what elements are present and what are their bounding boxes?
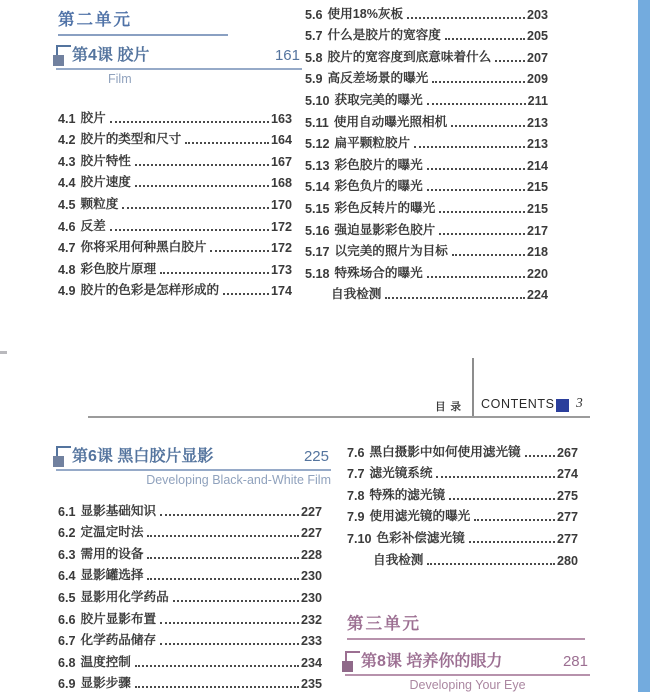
dot-leader — [427, 168, 525, 170]
dot-leader — [427, 276, 525, 278]
lesson6-toc-list — [58, 497, 322, 691]
lesson-square-bullet-icon — [53, 55, 64, 66]
toc-entry-page: 233 — [300, 634, 322, 649]
toc-entry-number: 5.12 — [305, 137, 330, 152]
toc-entry-number: 6.5 — [58, 590, 76, 605]
toc-entry-page: 228 — [300, 547, 322, 562]
toc-entry-page: 277 — [556, 531, 578, 546]
toc-entry — [305, 130, 548, 152]
toc-entry-number: 4.9 — [58, 284, 76, 299]
toc-entry-title: 反差 — [80, 218, 106, 233]
toc-entry-title: 你将采用何种黑白胶片 — [80, 240, 207, 255]
toc-entry-number: 4.2 — [58, 133, 76, 148]
toc-entry-page: 214 — [526, 158, 548, 173]
toc-entry-number: 6.7 — [58, 634, 76, 649]
dot-leader — [173, 600, 299, 602]
dot-leader — [439, 233, 525, 235]
lesson6-title: 第6课 黑白胶片显影 — [72, 448, 214, 465]
toc-entry — [58, 583, 322, 605]
dot-leader — [110, 121, 269, 123]
toc-entry-title: 彩色胶片的曝光 — [334, 157, 423, 172]
toc-entry-page: 213 — [526, 115, 548, 130]
toc-entry — [58, 190, 292, 212]
dot-leader — [185, 142, 269, 144]
lesson4-subtitle: Film — [108, 72, 132, 86]
toc-entry — [305, 216, 548, 238]
toc-entry-title: 高反差场景的曝光 — [327, 71, 429, 86]
dot-leader — [474, 519, 555, 521]
toc-entry-number: 7.10 — [347, 531, 372, 546]
toc-entry-title: 需用的设备 — [80, 546, 144, 561]
dot-leader — [135, 164, 269, 166]
toc-entry — [58, 648, 322, 670]
toc-entry — [347, 481, 578, 503]
toc-entry-page: 164 — [270, 133, 292, 148]
dot-leader — [160, 514, 299, 516]
toc-entry — [58, 670, 322, 692]
toc-entry-page: 172 — [270, 219, 292, 234]
lesson7-toc-list — [347, 438, 578, 568]
toc-entry-title: 什么是胶片的宽容度 — [327, 28, 441, 43]
toc-entry — [305, 238, 548, 260]
toc-entry-number: 6.8 — [58, 655, 76, 670]
toc-entry — [347, 503, 578, 525]
toc-entry-page: 220 — [526, 266, 548, 281]
lesson4-title-row — [56, 42, 302, 70]
toc-entry-number: 5.7 — [305, 29, 323, 44]
dot-leader — [160, 622, 299, 624]
dot-leader — [135, 686, 299, 688]
lesson4-toc-list — [58, 104, 292, 298]
toc-entry-page: 209 — [526, 72, 548, 87]
toc-entry-number: 5.10 — [305, 93, 330, 108]
toc-entry — [58, 169, 292, 191]
toc-entry-page: 167 — [270, 154, 292, 169]
toc-entry-title: 获取完美的曝光 — [334, 92, 423, 107]
toc-entry-page: 217 — [526, 223, 548, 238]
toc-entry-title: 特殊的滤光镜 — [369, 487, 446, 502]
toc-entry-page: 215 — [526, 201, 548, 216]
toc-entry-title: 色彩补偿滤光镜 — [376, 530, 465, 545]
toc-entry-page: 174 — [270, 284, 292, 299]
toc-entry-title: 强迫显影彩色胶片 — [334, 222, 436, 237]
toc-entry-title: 化学药品储存 — [80, 633, 157, 648]
toc-entry-page: 205 — [526, 29, 548, 44]
toc-entry-page: 227 — [300, 526, 322, 541]
unit2-title: 第二单元 — [58, 11, 132, 29]
toc-entry-number: 5.13 — [305, 158, 330, 173]
toc-entry — [58, 147, 292, 169]
contents-divider-line — [472, 358, 474, 416]
toc-entry-page: 173 — [270, 262, 292, 277]
toc-entry-page: 224 — [526, 288, 548, 303]
dot-leader — [432, 81, 525, 83]
dot-leader — [414, 146, 525, 148]
toc-entry-title: 以完美的照片为目标 — [334, 244, 448, 259]
dot-leader — [525, 455, 555, 457]
toc-entry — [347, 524, 578, 546]
toc-entry-page: 235 — [300, 677, 322, 692]
unit3-title: 第三单元 — [347, 615, 421, 633]
dot-leader — [451, 125, 525, 127]
toc-entry-page: 227 — [300, 504, 322, 519]
lesson8-subtitle: Developing Your Eye — [409, 678, 526, 692]
toc-entry — [347, 460, 578, 482]
toc-entry-number: 5.14 — [305, 180, 330, 195]
dot-leader — [147, 535, 299, 537]
lesson-square-bullet-icon — [342, 661, 353, 672]
dot-leader — [427, 103, 526, 105]
contents-header-rule — [88, 416, 590, 418]
toc-entry — [58, 519, 322, 541]
toc-entry-number: 4.5 — [58, 197, 76, 212]
toc-entry-number: 7.6 — [347, 445, 365, 460]
dot-leader — [469, 541, 555, 543]
lesson6-subtitle: Developing Black-and-White Film — [146, 473, 331, 487]
lesson8-header — [345, 648, 590, 692]
toc-entry-title: 显影基础知识 — [80, 503, 157, 518]
toc-entry-page: 215 — [526, 180, 548, 195]
toc-entry-page: 232 — [300, 612, 322, 627]
toc-entry — [305, 65, 548, 87]
lesson4-page-number: 161 — [274, 47, 300, 64]
toc-entry — [305, 194, 548, 216]
toc-entry-title: 胶片特性 — [80, 153, 131, 168]
toc-entry-title: 使用自动曝光照相机 — [333, 114, 448, 129]
dot-leader — [452, 254, 525, 256]
toc-entry-page: 207 — [526, 50, 548, 65]
toc-entry-page: 218 — [526, 245, 548, 260]
dot-leader — [449, 498, 555, 500]
toc-entry-number: 4.1 — [58, 111, 76, 126]
toc-entry — [58, 212, 292, 234]
toc-entry-title: 胶片 — [80, 110, 106, 125]
toc-entry — [305, 151, 548, 173]
toc-entry-title: 显影用化学药品 — [80, 589, 169, 604]
toc-entry-number: 6.1 — [58, 504, 76, 519]
toc-entry-title: 自我检测 — [331, 287, 382, 302]
toc-entry — [58, 497, 322, 519]
toc-entry-title: 彩色胶片原理 — [80, 261, 157, 276]
toc-entry-number: 6.3 — [58, 547, 76, 562]
dot-leader — [445, 38, 525, 40]
toc-entry — [58, 562, 322, 584]
toc-entry-number: 7.7 — [347, 467, 365, 482]
toc-entry — [58, 540, 322, 562]
toc-entry — [305, 0, 548, 22]
toc-entry-number: 4.4 — [58, 176, 76, 191]
toc-entry-title: 胶片的类型和尺寸 — [80, 132, 182, 147]
lesson4-header — [56, 42, 302, 86]
toc-entry-title: 扁平颗粒胶片 — [334, 136, 411, 151]
dot-leader — [135, 185, 269, 187]
toc-entry-title: 彩色反转片的曝光 — [334, 200, 436, 215]
dot-leader — [160, 272, 269, 274]
dot-leader — [210, 250, 269, 252]
dot-leader — [122, 207, 269, 209]
toc-entry-title: 胶片速度 — [80, 175, 131, 190]
toc-entry-number: 5.8 — [305, 50, 323, 65]
dot-leader — [427, 189, 525, 191]
toc-entry-number: 6.4 — [58, 569, 76, 584]
lesson-square-bullet-icon — [53, 456, 64, 467]
toc-entry-number: 5.6 — [305, 7, 323, 22]
toc-entry — [305, 43, 548, 65]
toc-entry-number: 6.9 — [58, 677, 76, 692]
toc-entry-page: 170 — [270, 197, 292, 212]
toc-entry — [58, 277, 292, 299]
toc-entry-page: 163 — [270, 111, 292, 126]
dot-leader — [495, 60, 525, 62]
toc-entry-page: 230 — [300, 569, 322, 584]
toc-entry-title: 定温定时法 — [80, 525, 144, 540]
toc-entry-number: 7.8 — [347, 488, 365, 503]
toc-entry — [305, 86, 548, 108]
toc-entry-page: 203 — [526, 7, 548, 22]
toc-entry-page: 230 — [300, 590, 322, 605]
toc-entry — [58, 255, 292, 277]
unit3-header — [347, 610, 585, 640]
toc-entry — [305, 281, 548, 303]
toc-entry-title: 特殊场合的曝光 — [334, 265, 423, 280]
toc-entry-number: 6.2 — [58, 526, 76, 541]
toc-entry-page: 275 — [556, 488, 578, 503]
toc-entry-number: 5.16 — [305, 223, 330, 238]
contents-label-cn: 目 录 — [435, 401, 462, 413]
toc-entry — [305, 22, 548, 44]
toc-entry-title: 颗粒度 — [80, 196, 119, 211]
toc-entry-title: 滤光镜系统 — [369, 466, 433, 481]
toc-entry-title: 自我检测 — [373, 552, 424, 567]
page-edge-mark — [0, 351, 7, 354]
lesson6-title-row — [56, 443, 331, 471]
toc-entry — [347, 546, 578, 568]
toc-entry-page: 234 — [300, 655, 322, 670]
toc-entry-title: 胶片的宽容度到底意味着什么 — [327, 49, 492, 64]
lesson4-title: 第4课 胶片 — [72, 47, 150, 64]
dot-leader — [147, 578, 299, 580]
toc-entry-page: 213 — [526, 137, 548, 152]
unit2-header — [58, 6, 228, 36]
toc-entry-title: 温度控制 — [80, 654, 131, 669]
dot-leader — [407, 17, 525, 19]
toc-entry — [58, 104, 292, 126]
toc-entry — [58, 627, 322, 649]
lesson5-toc-list — [305, 0, 548, 302]
toc-entry-page: 277 — [556, 510, 578, 525]
lesson8-title-row — [345, 648, 590, 676]
toc-entry-page: 172 — [270, 241, 292, 256]
lesson6-page-number: 225 — [303, 448, 329, 465]
toc-entry — [58, 605, 322, 627]
dot-leader — [427, 563, 555, 565]
toc-entry — [305, 259, 548, 281]
toc-entry — [58, 234, 292, 256]
lesson6-header — [56, 443, 331, 487]
toc-entry — [347, 438, 578, 460]
toc-entry-number: 5.9 — [305, 72, 323, 87]
toc-entry-page: 274 — [556, 467, 578, 482]
toc-entry-title: 黑白摄影中如何使用滤光镜 — [369, 444, 521, 459]
dot-leader — [223, 293, 269, 295]
dot-leader — [110, 229, 269, 231]
toc-entry-title: 胶片显影布置 — [80, 611, 157, 626]
toc-entry-title: 彩色负片的曝光 — [334, 179, 423, 194]
toc-entry-page: 168 — [270, 176, 292, 191]
toc-entry-number: 5.15 — [305, 201, 330, 216]
dot-leader — [439, 211, 525, 213]
toc-entry — [58, 126, 292, 148]
toc-entry-number: 6.6 — [58, 612, 76, 627]
contents-square-icon — [556, 399, 569, 412]
toc-entry-number: 4.3 — [58, 154, 76, 169]
toc-entry-page: 280 — [556, 553, 578, 568]
dot-leader — [436, 476, 555, 478]
toc-entry-number: 5.17 — [305, 245, 330, 260]
page-edge-strip — [638, 0, 650, 692]
toc-entry-number: 5.18 — [305, 266, 330, 281]
dot-leader — [385, 297, 525, 299]
dot-leader — [135, 665, 299, 667]
toc-entry-number: 7.9 — [347, 510, 365, 525]
toc-entry-title: 使用滤光镜的曝光 — [369, 509, 471, 524]
toc-entry-number: 4.8 — [58, 262, 76, 277]
toc-entry — [305, 108, 548, 130]
toc-entry-title: 胶片的色彩是怎样形成的 — [80, 283, 220, 298]
toc-entry-title: 使用18%灰板 — [327, 6, 404, 21]
toc-entry — [305, 173, 548, 195]
dot-leader — [160, 643, 299, 645]
toc-entry-number: 4.7 — [58, 241, 76, 256]
toc-entry-page: 211 — [527, 93, 548, 108]
toc-entry-title: 显影步骤 — [80, 676, 131, 691]
dot-leader — [147, 557, 299, 559]
lesson8-page-number: 281 — [562, 653, 588, 670]
contents-label-en: CONTENTS — [481, 397, 555, 411]
lesson8-title: 第8课 培养你的眼力 — [361, 653, 503, 670]
toc-entry-number: 4.6 — [58, 219, 76, 234]
contents-page-number: 3 — [576, 395, 583, 410]
toc-entry-title: 显影罐选择 — [80, 568, 144, 583]
toc-entry-number: 5.11 — [305, 115, 329, 130]
toc-entry-page: 267 — [556, 445, 578, 460]
